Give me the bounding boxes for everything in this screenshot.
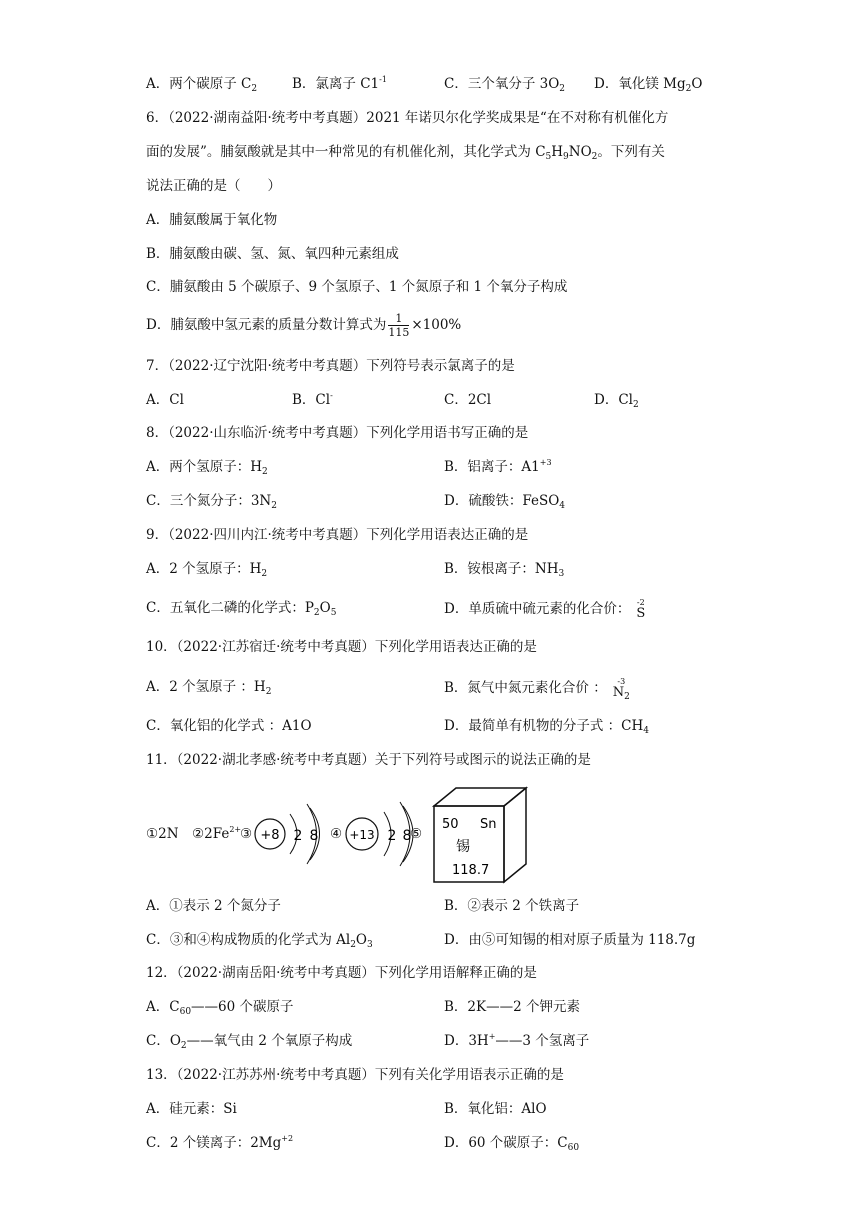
q7-option-d: D．$Cl_2$ xyxy=(594,392,639,410)
q11-label-1: ①2N xyxy=(146,826,179,842)
svg-text:锡: 锡 xyxy=(456,839,470,855)
q6-stem-line3: 说法正确的是（ ） xyxy=(146,178,281,194)
q8-stem: 8．（2022·山东临沂·统考中考真题）下列化学用语书写正确的是 xyxy=(146,425,529,441)
q13-option-d: D．60 个碳原子：$C_{60}$ xyxy=(444,1135,580,1153)
q12-option-a: A．$C_{60}——60$ 个碳原子 xyxy=(146,999,294,1017)
q8-option-c: C．三个氮分子：$3N_2$ xyxy=(146,493,277,511)
q5-option-a: A．两个碳原子 $C_2$ xyxy=(146,76,258,94)
svg-text:50: 50 xyxy=(442,817,459,832)
q11-option-a: A．①表示 2 个氮分子 xyxy=(146,898,281,914)
q13-option-b: B．氧化铝：AlO xyxy=(444,1101,547,1117)
q11-label-5: ⑤ xyxy=(410,826,423,842)
q10-option-b: B．氮气中氮元素化合价 ： -3 $N_2$ xyxy=(444,677,630,702)
q12-option-c: C．$O_2——$氧气由 2 个氧原子构成 xyxy=(146,1033,353,1051)
svg-text:2: 2 xyxy=(293,828,303,844)
q9-option-a: A．2 个氢原子：$H_2$ xyxy=(146,561,268,579)
q5-option-b: B．氯离子 $C1^{-1}$ xyxy=(292,75,387,92)
q9-option-b: B．铵根离子：$NH_3$ xyxy=(444,561,565,579)
q9-option-c: C．五氧化二磷的化学式：$P_2O_5$ xyxy=(146,600,337,618)
q6-option-a: A．脯氨酸属于氧化物 xyxy=(146,212,278,228)
q6-option-b: B．脯氨酸由碳、氢、氮、氧四种元素组成 xyxy=(146,246,399,262)
q12-stem: 12．（2022·湖南岳阳·统考中考真题）下列化学用语解释正确的是 xyxy=(146,965,537,981)
q7-option-a: A．Cl xyxy=(146,392,184,408)
svg-text:8: 8 xyxy=(309,828,319,844)
q12-option-d: D．3H+——3 个氢离子 xyxy=(444,1032,590,1049)
q11-label-2: $②2Fe^{2+}$ xyxy=(192,825,242,842)
q7-option-c: C．2Cl xyxy=(444,392,492,408)
q10-option-d: D．最简单有机物的分子式 ：$CH_4$ xyxy=(444,718,649,736)
atom-structure-diagram-4 xyxy=(344,796,424,872)
svg-text:+8: +8 xyxy=(260,828,280,843)
q8-option-b: B．铝离子：$A1^{+3}$ xyxy=(444,458,552,475)
q9-stem: 9．（2022·四川内江·统考中考真题）下列化学用语表达正确的是 xyxy=(146,527,529,543)
q7-stem: 7．（2022·辽宁沈阳·统考中考真题）下列符号表示氯离子的是 xyxy=(146,358,515,374)
q10-option-a: A．2 个氢原子 ：$H_2$ xyxy=(146,679,272,697)
q13-stem: 13．（2022·江苏苏州·统考中考真题）下列有关化学用语表示正确的是 xyxy=(146,1067,564,1083)
q11-option-c: C．③和④构成物质的化学式为 $Al_2O_3$ xyxy=(146,932,373,950)
q7-option-b: B．Cl- xyxy=(292,391,333,408)
q12-option-b: B．2K——2 个钾元素 xyxy=(444,999,580,1015)
svg-text:Sn: Sn xyxy=(480,817,497,832)
q13-option-a: A．硅元素：Si xyxy=(146,1101,237,1117)
atom-structure-diagram-3 xyxy=(252,796,332,872)
q5-option-d: D．氧化镁 $Mg_2O$ xyxy=(594,76,703,94)
q11-option-b: B．②表示 2 个铁离子 xyxy=(444,898,580,914)
tin-element-cell xyxy=(428,784,532,884)
svg-text:8: 8 xyxy=(402,828,412,844)
q10-option-c: C．氧化铝的化学式 ：A1O xyxy=(146,718,312,734)
q6-stem-line2: 面的发展”。脯氨酸就是其中一种常见的有机催化剂，其化学式为 $C_5H_9NO_2$。下列有关 xyxy=(146,144,665,162)
q8-option-a: A．两个氢原子：$H_2$ xyxy=(146,459,268,477)
q6-stem-line1: 6．（2022·湖南益阳·统考中考真题）2021 年诺贝尔化学奖成果是“在不对称有机催化方 xyxy=(146,110,669,126)
q13-option-c: C．2 个镁离子：$2Mg^{+2}$ xyxy=(146,1134,294,1151)
svg-text:2: 2 xyxy=(387,828,397,844)
q11-stem: 11．（2022·湖北孝感·统考中考真题）关于下列符号或图示的说法正确的是 xyxy=(146,752,591,768)
q10-stem: 10．（2022·江苏宿迁·统考中考真题）下列化学用语表达正确的是 xyxy=(146,639,537,655)
valence-notation: -2 S xyxy=(636,598,646,621)
q6-option-d: D．脯氨酸中氢元素的质量分数计算式为 $\frac{1}{115}$ ×100% xyxy=(146,312,462,339)
fraction: $\frac{1}{115}$ xyxy=(388,312,410,339)
q9-option-d: D．单质硫中硫元素的化合价： -2 S xyxy=(444,598,646,621)
valence-notation: -3 $N_2$ xyxy=(612,677,630,702)
q11-option-d: D．由⑤可知锡的相对原子质量为 118.7g xyxy=(444,932,696,948)
q8-option-d: D．硫酸铁：FeSO$_4$ xyxy=(444,493,565,511)
q11-label-4: ④ xyxy=(330,826,343,842)
q5-option-c: C．三个氧分子 $3O_2$ xyxy=(444,76,566,94)
q11-label-3: ③ xyxy=(240,826,253,842)
q6-option-c: C．脯氨酸由 5 个碳原子、9 个氢原子、1 个氮原子和 1 个氧分子构成 xyxy=(146,279,568,295)
svg-text:+13: +13 xyxy=(349,828,375,842)
svg-text:118.7: 118.7 xyxy=(452,863,490,878)
